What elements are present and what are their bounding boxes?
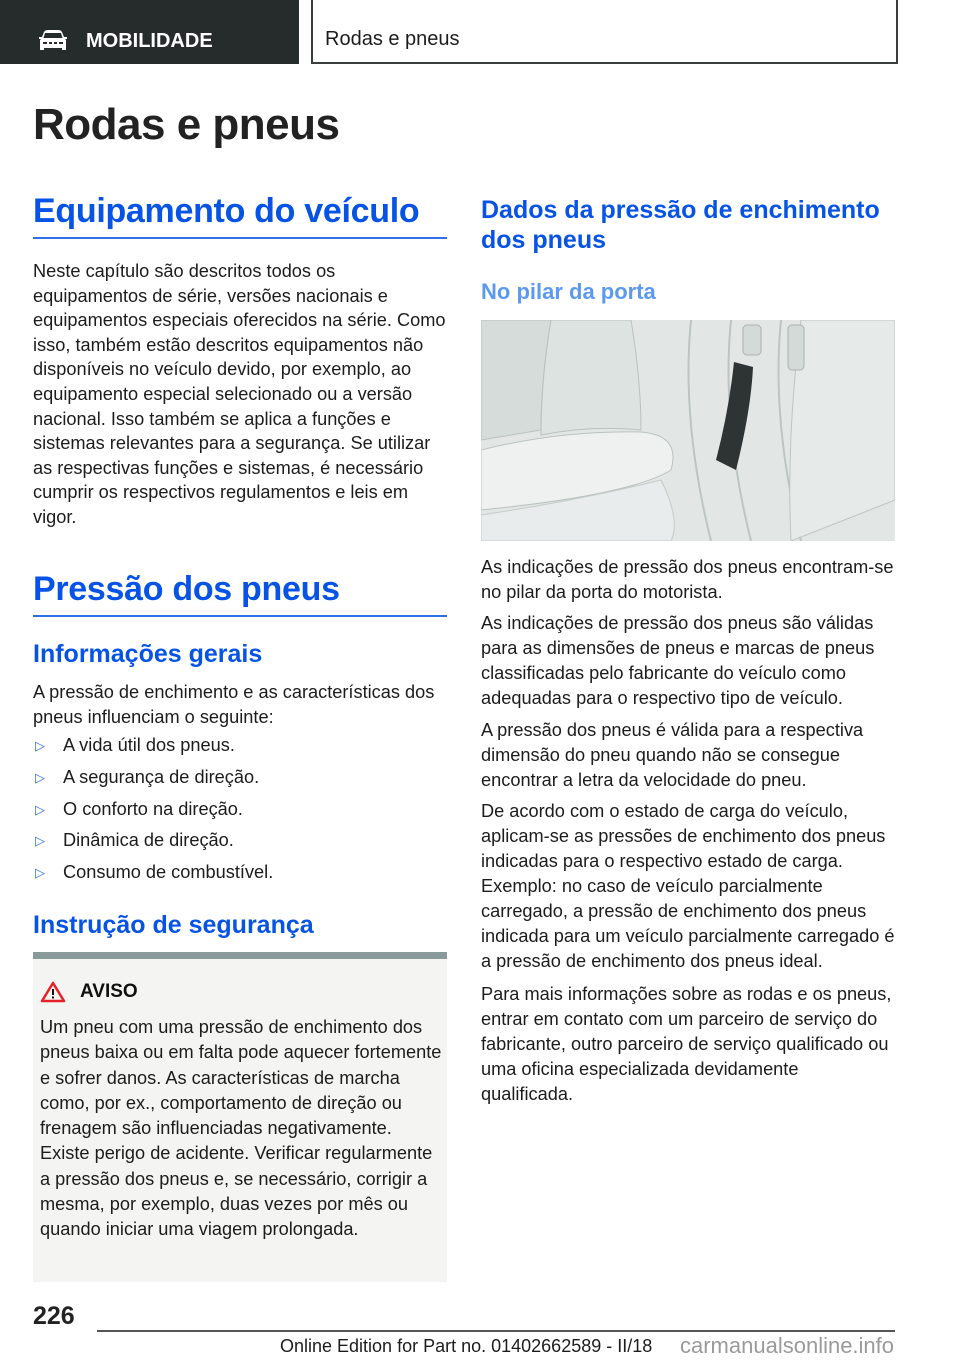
warning-label: AVISO	[80, 981, 138, 1002]
subheading-general-info: Informações gerais	[33, 640, 263, 668]
influence-list	[33, 733, 273, 892]
triangle-right-icon: ▷	[35, 738, 45, 753]
warning-triangle-icon	[40, 981, 66, 1003]
footer-divider	[97, 1330, 895, 1332]
paragraph: Para mais informações sobre as rodas e os pneus, entrar em contato com um parceiro de serviço do fabricante, outro parceiro de serviço qualificado ou uma oficina especializada devidamente qualificada.	[481, 984, 892, 1104]
list-item: ▷ A vida útil dos pneus.	[33, 733, 273, 765]
car-icon	[37, 30, 69, 52]
section-heading-tire-pressure: Pressão dos pneus	[33, 570, 447, 617]
page-title: Rodas e pneus	[33, 100, 340, 149]
paragraph: A pressão dos pneus é válida para a respectiva dimensão do pneu quando não se consegue encontrar a letra da velocidade do pneu.	[481, 720, 864, 790]
watermark: carmanualsonline.info	[680, 1333, 895, 1358]
subheading-door-pillar: No pilar da porta	[481, 279, 656, 304]
list-item: ▷ O conforto na direção.	[33, 797, 273, 829]
paragraph: As indicações de pressão dos pneus são válidas para as dimensões de pneus e marcas de pneus classificadas pelo fabricante do veículo como adequadas para o respectivo tipo de veículo.	[481, 613, 875, 708]
list-item: ▷ A segurança de direção.	[33, 765, 273, 797]
door-pillar-image	[481, 320, 895, 541]
list-item: ▷ Dinâmica de direção.	[33, 828, 273, 860]
door-pillar-illustration	[481, 320, 895, 541]
triangle-right-icon: ▷	[35, 769, 45, 785]
subheading-safety-instruction: Instrução de segurança	[33, 911, 314, 939]
breadcrumb	[311, 0, 898, 64]
chapter-tab	[0, 0, 299, 64]
page-number: 226	[33, 1302, 75, 1330]
warning-header	[40, 981, 138, 1003]
edition-info: Online Edition for Part no. 01402662589 - II/18	[280, 1336, 653, 1356]
warning-box	[33, 952, 447, 1282]
section-heading-equipment: Equipamento do veículo	[33, 192, 447, 239]
warning-text: Um pneu com uma pressão de enchimento dos pneus baixa ou em falta pode aquecer fortemente e sofrer danos. As características de marcha como, por ex., comportamento de direção ou frenagem são influenciadas negativamente. Existe perigo de acidente. Verificar regularmente a pressão dos pneus e, se necessário, corrigir a mesma, por exemplo, duas vezes por mês ou quando iniciar uma viagem prolongada.	[40, 1017, 442, 1240]
triangle-right-icon: ▷	[35, 801, 45, 817]
general-info-intro: A pressão de enchimento e as características dos pneus influenciam o seguinte:	[33, 682, 435, 727]
list-item: ▷ Consumo de combustível.	[33, 860, 273, 892]
breadcrumb-label: Rodas e pneus	[325, 28, 460, 50]
paragraph: As indicações de pressão dos pneus encontram-se no pilar da porta do motorista.	[481, 557, 894, 602]
triangle-right-icon: ▷	[35, 833, 45, 849]
section-heading-pressure-data: Dados da pressão de enchimento dos pneus	[481, 196, 880, 254]
triangle-right-icon: ▷	[35, 865, 45, 881]
chapter-label: MOBILIDADE	[86, 30, 213, 52]
paragraph: De acordo com o estado de carga do veículo, aplicam-se as pressões de enchimento dos pneus indicadas para o respectivo estado de carga. Exemplo: no caso de veículo parcialmente carregado, a pressão de enchimento dos pneus indicada para um veículo parcialmente carregado é a pressão de enchimento dos pneus ideal.	[481, 801, 895, 971]
equipment-paragraph: Neste capítulo são descritos todos os equipamentos de série, versões nacionais e equipamentos especiais oferecidos na série. Como isso, também estão descritos equipamentos não disponíveis no veículo devido, por exemplo, ao equipamento especial selecionado ou a versão nacional. Isso também se aplica a funções e sistemas relevantes para a segurança. Se utilizar as respectivas funções e sistemas, é necessário cumprir os respectivos regulamentos e leis em vigor.	[33, 261, 446, 527]
